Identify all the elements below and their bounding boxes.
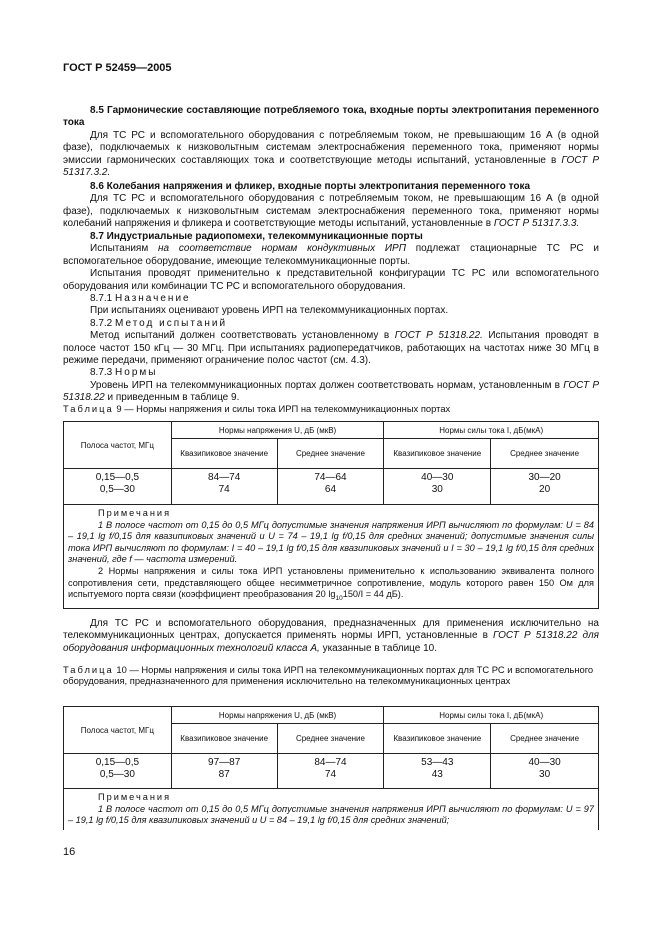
section-8-7-para-2: Испытания проводят применительно к представительной конфигурации ТС РС или вспомогательного оборудования или комбинации ТС РС и вспомогательного оборудования.	[63, 268, 599, 292]
section-8-6-title: 8.6 Колебания напряжения и фликер, входные порты электропитания переменного тока	[90, 181, 531, 192]
table-10	[63, 706, 599, 830]
col-header-band: Полоса частот, МГц	[64, 707, 172, 754]
table-9-notes	[64, 505, 599, 609]
table-9-u-qp: 84—74 74	[171, 469, 277, 505]
page-number: 16	[63, 846, 76, 858]
col-header-voltage: Нормы напряжения U, дБ (мкВ)	[171, 707, 384, 724]
table-9-i-avg: 30—20 20	[491, 469, 599, 505]
col-header-current: Нормы силы тока I, дБ(мкА)	[384, 707, 599, 724]
table-9-band: 0,15—0,5 0,5—30	[64, 469, 172, 505]
col-header-current-avg: Среднее значение	[491, 439, 599, 469]
table-9-note-2: 2 Нормы напряжения и силы тока ИРП установлены применительно к использованию эквивалента полного сопротивления сети, представляющего общее несимметричное сопротивление, модуль которого равен 150 Ом для испытуемого порта связи (коэффициент преобразования 20 $\lg_{10}150/I = 44$ дБ).	[68, 565, 594, 602]
section-8-7-title: 8.7 Индустриальные радиопомехи, телекоммуникационные порты	[90, 231, 423, 242]
section-8-7-2-title: 8.7.2 Метод испытаний	[90, 317, 228, 329]
table-9-u-avg: 74—64 64	[277, 469, 384, 505]
table-9-note-1: 1 В полосе частот от 0,15 до 0,5 МГц допустимые значения напряжения ИРП вычисляют по формулам: U = 84 – 19,1 lg f/0,15 для квазипиковых значений и U = 74 – 19,1 lg f/0,15 для средних значений; допустимые значения силы тока ИРП вычисляют по формулам: I = 40 – 19,1 lg f/0,15 для квазипиковых значений и I = 30 – 19,1 lg f/0,15 для средних значений, где f — частота измерений.	[68, 519, 594, 565]
table-10-i-avg: 40—30 30	[491, 754, 599, 789]
table-10-i-qp: 53—43 43	[384, 754, 491, 789]
section-8-7-3-body: Уровень ИРП на телекоммуникационных портах должен соответствовать нормам, установленным в ГОСТ Р 51318.22 и приведенным в таблице 9.	[63, 379, 599, 404]
paragraph-after-table-9: Для ТС РС и вспомогательного оборудования, предназначенных для применения исключительно на телекоммуникационных центрах, допускается применять нормы ИРП, установленные в ГОСТ Р 51318.22 для оборудования информационных технологий класса А, указанные в таблице 10.	[63, 618, 599, 654]
section-8-7-2-body: Метод испытаний должен соответствовать установленному в ГОСТ Р 51318.22. Испытания проводят в полосе частот 150 кГц — 30 МГц. При испытаниях радиопередатчиков, работающих на частотах ниже 30 МГц в режиме передачи, применяют ограничение полос частот (см. 4.3).	[63, 330, 599, 367]
col-header-current-avg: Среднее значение	[491, 724, 599, 754]
table-10-note-1: 1 В полосе частот от 0,15 до 0,5 МГц допустимые значения напряжения ИРП вычисляют по формулам: U = 97 – 19,1 lg f/0,15 для квазипиковых значений и U = 84 – 19,1 lg f/0,15 для средних значений;	[68, 803, 594, 826]
col-header-voltage: Нормы напряжения U, дБ (мкВ)	[171, 422, 384, 439]
document-header: ГОСТ Р 52459—2005	[63, 62, 172, 74]
col-header-voltage-qp: Квазипиковое значение	[171, 724, 277, 754]
section-8-5	[63, 105, 599, 179]
table-10-band: 0,15—0,5 0,5—30	[64, 754, 172, 789]
col-header-band: Полоса частот, МГц	[64, 422, 172, 469]
table-9-caption: Таблица 9 — Нормы напряжения и силы тока ИРП на телекоммуникационных портах	[63, 403, 451, 414]
table-10-notes-title: Примечания	[98, 792, 172, 802]
col-header-current-qp: Квазипиковое значение	[384, 724, 491, 754]
table-10-notes	[64, 789, 599, 830]
col-header-voltage-qp: Квазипиковое значение	[171, 439, 277, 469]
col-header-voltage-avg: Среднее значение	[277, 724, 384, 754]
section-8-7-1-title: 8.7.1 Назначение	[90, 293, 191, 305]
table-9-notes-title: Примечания	[98, 508, 172, 518]
section-8-6	[63, 181, 599, 231]
section-8-5-title: 8.5 Гармонические составляющие потребляемого тока, входные порты электропитания переменного тока	[63, 105, 599, 129]
col-header-current-qp: Квазипиковое значение	[384, 439, 491, 469]
section-8-7	[63, 231, 599, 405]
table-10-u-avg: 84—74 74	[277, 754, 384, 789]
section-8-7-3-title: 8.7.3 Нормы	[90, 367, 158, 379]
col-header-current: Нормы силы тока I, дБ(мкА)	[384, 422, 599, 439]
table-9-i-qp: 40—30 30	[384, 469, 491, 505]
col-header-voltage-avg: Среднее значение	[277, 439, 384, 469]
section-8-7-1-body: При испытаниях оценивают уровень ИРП на телекоммуникационных портах.	[90, 305, 449, 317]
section-8-5-body: Для ТС РС и вспомогательного оборудования с потребляемым током, не превышающим 16 А (в одной фазе), подключаемых к низковольтным системам электроснабжения переменного тока, применяют нормы эмиссии гармонических составляющих тока и соответствующие методы испытаний, установленные в ГОСТ Р 51317.3.2.	[63, 129, 599, 179]
table-10-u-qp: 97—87 87	[171, 754, 277, 789]
section-8-7-para-1: Испытаниям на соответствие нормам кондуктивных ИРП подлежат стационарные ТС РС и вспомогательное оборудование, имеющие телекоммуникационные порты.	[63, 243, 599, 267]
section-8-6-body: Для ТС РС и вспомогательного оборудования с потребляемым током, не превышающим 16 А (в одной фазе), подключаемых к низковольтным системам электроснабжения переменного тока, применяют нормы колебаний напряжения и фликера и соответствующие методы испытаний, установленные в ГОСТ Р 51317.3.3.	[63, 193, 599, 230]
table-10-caption: Таблица 10 — Нормы напряжения и силы тока ИРП на телекоммуникационных портах для ТС РС и вспомогательного оборудования, предназначенного для применения исключительно на телекоммуникационных центрах	[63, 664, 594, 687]
table-9	[63, 421, 599, 609]
